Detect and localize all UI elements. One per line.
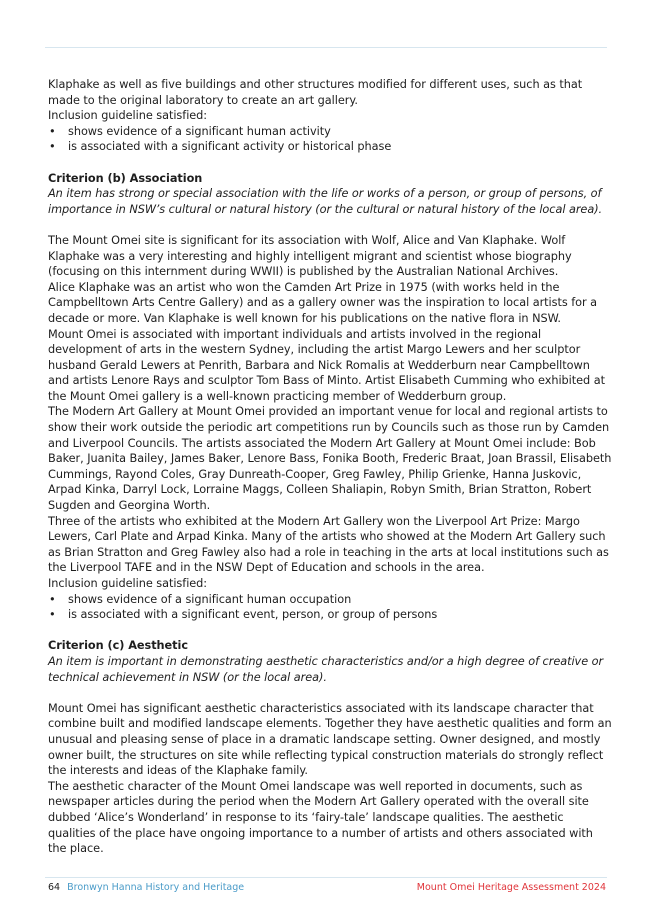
list-item: • shows evidence of a significant human activity: [49, 124, 331, 138]
page-body: [48, 77, 613, 857]
criterion-c-definition: An item is important in demonstrating aesthetic characteristics and/or a high degree of creative or technical achievement in NSW (or the local area).: [48, 654, 604, 684]
inclusion-list: [48, 124, 613, 155]
footer-author: Bronwyn Hanna History and Heritage: [67, 882, 245, 893]
criterion-b-definition: An item has strong or special association with the life or works of a person, or group of persons, of importance in NSW’s cultural or natural history (or the cultural or natural history of the local area).: [48, 187, 603, 216]
body-paragraph: The Mount Omei site is significant for its association with Wolf, Alice and Van Klaphake. Wolf Klaphake was a very interesting and highly intelligent migrant and scientist whose biography (focusing on this internment during WWII) is published by the Australian National Archives.: [48, 233, 572, 279]
page-footer: [48, 882, 606, 894]
body-paragraph: Mount Omei is associated with important individuals and artists involved in the regional development of arts in the western Sydney, including the artist Margo Lewers and her sculptor husband Gerald Lewers at Penrith, Barbara and Nick Romalis at Wedderburn near Campbelltown and artists Lenore Rays and sculptor Tom Bass of Minto. Artist Elisabeth Cumming who exhibited at the Mount Omei gallery is a well-known practicing member of Wedderburn group.: [48, 327, 605, 403]
body-paragraph: The aesthetic character of the Mount Omei landscape was well reported in documents, such as newspaper articles during the period when the Modern Art Gallery operated with the overall site dubbed ‘Alice’s Wonderland’ in response to its ‘fairy-tale’ landscape qualities. The aesthetic qualities of the place have ongoing importance to a number of artists and others associated with the place.: [48, 779, 593, 856]
inclusion-list: [48, 592, 613, 623]
bullet-icon: •: [49, 608, 56, 622]
body-paragraph: The Modern Art Gallery at Mount Omei provided an important venue for local and regional artists to show their work outside the periodic art competitions run by Councils such as those run by Camden and Liverpool Councils. The artists associated the Modern Art Gallery at Mount Omei include: Bob Baker, Juanita Bailey, James Baker, Lenore Bass, Fonika Booth, Frederic Braat, Joan Brassil, Elisabeth Cummings, Rayond Coles, Gray Dunreath-Cooper, Greg Fawley, Philip Grienke, Hanna Juskovic, Arpad Kinka, Darryl Lock, Lorraine Maggs, Colleen Shaliapin, Robyn Smith, Brian Stratton, Robert Sugden and Georgina Worth.: [48, 405, 612, 513]
footer-rule: [45, 877, 607, 878]
footer-document-title: Mount Omei Heritage Assessment 2024: [416, 882, 606, 893]
inclusion-label: Inclusion guideline satisfied:: [48, 577, 208, 590]
page-number: 64: [48, 882, 61, 893]
bullet-icon: •: [49, 140, 56, 154]
body-paragraph: Three of the artists who exhibited at the Modern Art Gallery won the Liverpool Art Prize: Margo Lewers, Carl Plate and Arpad Kinka. Many of the artists who showed at the Modern Art Gallery such as Brian Stratton and Greg Fawley also had a role in teaching in the arts at local institutions such as the Liverpool TAFE and in the NSW Dept of Education and schools in the area.: [48, 514, 609, 575]
criterion-b-heading: Criterion (b) Association: [48, 171, 203, 185]
list-item: • shows evidence of a significant human occupation: [49, 592, 352, 606]
inclusion-label: Inclusion guideline satisfied:: [48, 109, 208, 123]
list-item: • is associated with a significant event, person, or group of persons: [49, 608, 438, 622]
intro-paragraph: Klaphake as well as five buildings and other structures modified for different uses, such as that made to the original laboratory to create an art gallery.: [48, 78, 583, 107]
header-rule: [45, 47, 607, 48]
bullet-icon: •: [49, 592, 56, 606]
criterion-c-heading: Criterion (c) Aesthetic: [48, 639, 188, 653]
body-paragraph: Mount Omei has significant aesthetic characteristics associated with its landscape character that combine built and modified landscape elements. Together they have aesthetic qualities and form an unusual and pleasing sense of place in a dramatic landscape setting. Owner designed, and mostly owner built, the structures on site while reflecting typical construction materials do strongly reflect the interests and ideas of the Klaphake family.: [48, 701, 612, 778]
bullet-icon: •: [49, 124, 56, 138]
list-item: • is associated with a significant activity or historical phase: [49, 140, 392, 154]
body-paragraph: Alice Klaphake was an artist who won the Camden Art Prize in 1975 (with works held in the Campbelltown Arts Centre Gallery) and as a gallery owner was the inspiration to local artists for a decade or more. Van Klaphake is well known for his publications on the native flora in NSW.: [48, 280, 598, 325]
